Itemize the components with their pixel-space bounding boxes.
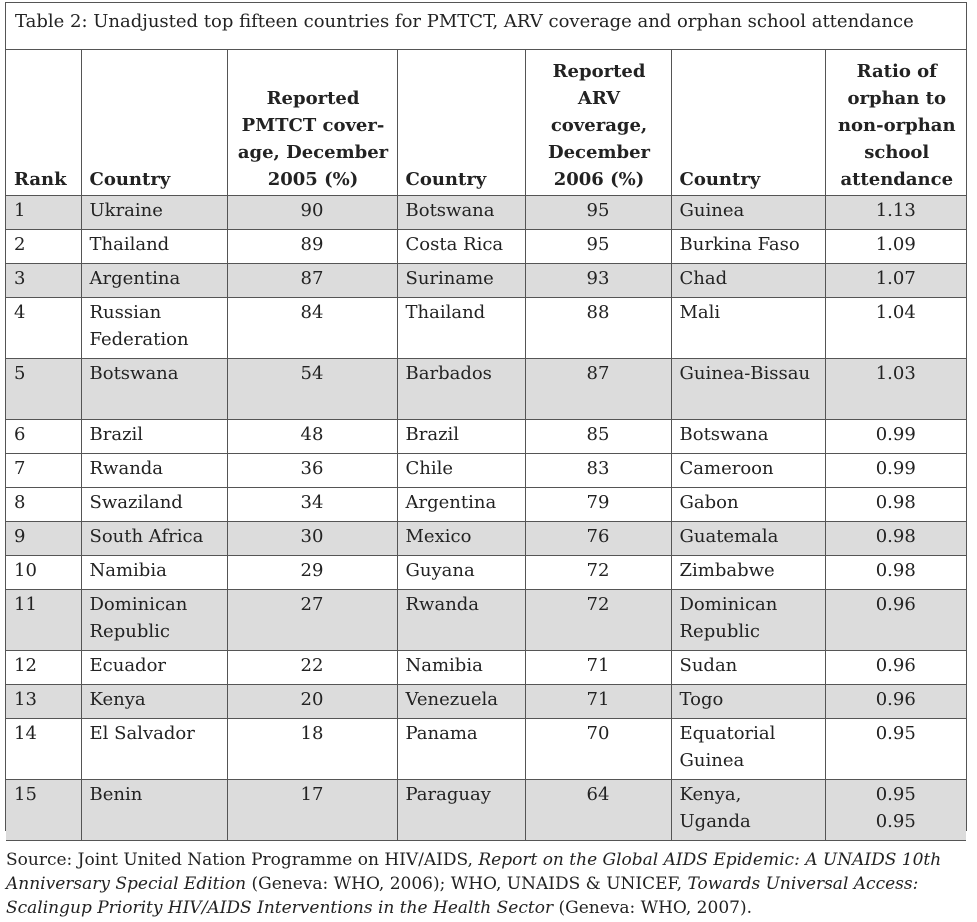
cell-country-orphan: Botswana [671,419,825,453]
cell-country-arv: Thailand [397,297,525,358]
table-caption: Table 2: Unadjusted top fifteen countries for PMTCT, ARV coverage and orphan school attendance [6,3,966,50]
cell-country-arv: Panama [397,718,525,779]
cell-ratio-value: 0.99 [825,453,966,487]
cell-rank: 12 [6,650,81,684]
cell-country-pmtct: Namibia [81,555,227,589]
cell-pmtct-value: 18 [227,718,397,779]
cell-ratio-value: 0.96 [825,684,966,718]
cell-country-pmtct: Botswana [81,358,227,419]
cell-rank: 14 [6,718,81,779]
cell-country-orphan: Guinea-Bissau [671,358,825,419]
cell-rank: 1 [6,195,81,229]
cell-pmtct-value: 17 [227,779,397,840]
header-arv-coverage: Reported ARV coverage, December 2006 (%) [525,50,671,195]
cell-arv-value: 95 [525,195,671,229]
table-row [6,195,966,229]
cell-rank: 10 [6,555,81,589]
cell-ratio-value: 0.96 [825,650,966,684]
cell-rank: 5 [6,358,81,419]
cell-ratio-value: 1.03 [825,358,966,419]
cell-country-pmtct: Dominican Republic [81,589,227,650]
cell-country-pmtct: Argentina [81,263,227,297]
source-note [6,848,968,920]
source-middle: (Geneva: WHO, 2006); WHO, UNAIDS & UNICEF, [246,874,688,894]
cell-country-orphan: Togo [671,684,825,718]
cell-rank: 15 [6,779,81,840]
cell-country-pmtct: Ukraine [81,195,227,229]
table-row [6,229,966,263]
table-row [6,297,966,358]
table-row [6,263,966,297]
cell-pmtct-value: 30 [227,521,397,555]
cell-rank: 9 [6,521,81,555]
table-row [6,487,966,521]
cell-ratio-value: 0.99 [825,419,966,453]
table-row [6,521,966,555]
cell-pmtct-value: 54 [227,358,397,419]
cell-country-orphan: Chad [671,263,825,297]
table-row [6,650,966,684]
cell-country-pmtct: Ecuador [81,650,227,684]
cell-ratio-value: 0.95 [825,718,966,779]
data-table [6,50,966,841]
cell-country-arv: Botswana [397,195,525,229]
cell-arv-value: 79 [525,487,671,521]
cell-arv-value: 71 [525,684,671,718]
cell-pmtct-value: 36 [227,453,397,487]
cell-rank: 13 [6,684,81,718]
cell-ratio-value: 1.09 [825,229,966,263]
cell-rank: 6 [6,419,81,453]
cell-ratio-value: 0.96 [825,589,966,650]
cell-country-orphan: Cameroon [671,453,825,487]
cell-ratio-value: 1.04 [825,297,966,358]
cell-arv-value: 93 [525,263,671,297]
cell-country-pmtct: Benin [81,779,227,840]
table-row [6,555,966,589]
cell-country-orphan: Sudan [671,650,825,684]
cell-country-arv: Chile [397,453,525,487]
source-suffix: (Geneva: WHO, 2007). [553,898,752,918]
cell-country-pmtct: Brazil [81,419,227,453]
cell-country-orphan: Kenya, Uganda [671,779,825,840]
cell-country-arv: Barbados [397,358,525,419]
cell-ratio-value: 0.95 0.95 [825,779,966,840]
cell-country-arv: Argentina [397,487,525,521]
cell-arv-value: 70 [525,718,671,779]
cell-country-pmtct: Thailand [81,229,227,263]
cell-country-pmtct: South Africa [81,521,227,555]
cell-arv-value: 64 [525,779,671,840]
cell-arv-value: 85 [525,419,671,453]
source-title-who: Towards Universal Access: Scalingup Priority HIV/AIDS Interventions in the Health Sector [6,874,919,918]
cell-rank: 7 [6,453,81,487]
header-country-arv: Country [397,50,525,195]
cell-country-orphan: Zimbabwe [671,555,825,589]
cell-country-arv: Mexico [397,521,525,555]
cell-rank: 3 [6,263,81,297]
table-row [6,453,966,487]
table-row [6,419,966,453]
cell-pmtct-value: 87 [227,263,397,297]
header-row [6,50,966,195]
cell-country-orphan: Equatorial Guinea [671,718,825,779]
cell-arv-value: 72 [525,555,671,589]
source-prefix: Source: Joint United Nation Programme on HIV/AIDS, [6,850,479,870]
table-row [6,718,966,779]
cell-country-pmtct: El Salvador [81,718,227,779]
cell-arv-value: 95 [525,229,671,263]
cell-pmtct-value: 84 [227,297,397,358]
cell-arv-value: 71 [525,650,671,684]
cell-country-orphan: Dominican Republic [671,589,825,650]
cell-country-pmtct: Swaziland [81,487,227,521]
header-country-pmtct: Country [81,50,227,195]
cell-country-arv: Suriname [397,263,525,297]
cell-arv-value: 88 [525,297,671,358]
cell-rank: 8 [6,487,81,521]
cell-pmtct-value: 27 [227,589,397,650]
table-row [6,779,966,840]
cell-pmtct-value: 20 [227,684,397,718]
table-row [6,684,966,718]
cell-rank: 11 [6,589,81,650]
table-row [6,589,966,650]
cell-country-pmtct: Kenya [81,684,227,718]
cell-ratio-value: 1.13 [825,195,966,229]
cell-ratio-value: 1.07 [825,263,966,297]
table-body [6,195,966,840]
cell-ratio-value: 0.98 [825,521,966,555]
cell-country-arv: Guyana [397,555,525,589]
cell-ratio-value: 0.98 [825,487,966,521]
cell-ratio-value: 0.98 [825,555,966,589]
cell-rank: 4 [6,297,81,358]
cell-arv-value: 76 [525,521,671,555]
cell-country-arv: Rwanda [397,589,525,650]
cell-country-orphan: Gabon [671,487,825,521]
source-title-unaids: Report on the Global AIDS Epidemic: A UNAIDS 10th Anniversary Special Edition [6,850,942,894]
cell-country-pmtct: Rwanda [81,453,227,487]
header-country-orphan: Country [671,50,825,195]
cell-country-arv: Namibia [397,650,525,684]
header-orphan-ratio: Ratio of orphan to non-orphan school attendance [825,50,966,195]
cell-pmtct-value: 89 [227,229,397,263]
cell-country-orphan: Guinea [671,195,825,229]
cell-country-orphan: Guatemala [671,521,825,555]
cell-pmtct-value: 34 [227,487,397,521]
header-pmtct-coverage: Reported PMTCT cover-age, December 2005 (%) [227,50,397,195]
table-frame [5,2,967,831]
cell-pmtct-value: 48 [227,419,397,453]
cell-pmtct-value: 90 [227,195,397,229]
cell-arv-value: 72 [525,589,671,650]
cell-country-arv: Paraguay [397,779,525,840]
cell-arv-value: 87 [525,358,671,419]
cell-rank: 2 [6,229,81,263]
cell-country-arv: Venezuela [397,684,525,718]
cell-country-arv: Brazil [397,419,525,453]
cell-country-pmtct: Russian Federation [81,297,227,358]
cell-country-orphan: Burkina Faso [671,229,825,263]
cell-pmtct-value: 29 [227,555,397,589]
header-rank: Rank [6,50,81,195]
table-row [6,358,966,419]
cell-arv-value: 83 [525,453,671,487]
cell-country-arv: Costa Rica [397,229,525,263]
cell-pmtct-value: 22 [227,650,397,684]
cell-country-orphan: Mali [671,297,825,358]
